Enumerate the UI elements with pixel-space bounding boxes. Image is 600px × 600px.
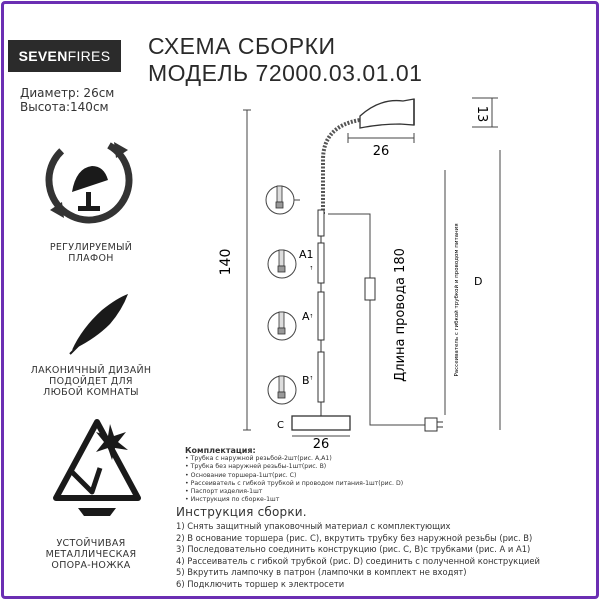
wire-length-label: Длина провода 180 — [393, 248, 408, 382]
feature-base-line3: ОПОРА-НОЖКА — [51, 560, 131, 571]
kit-item: • Трубка с наружной резьбой-2шт(рис. A,A1) — [185, 455, 403, 463]
detail-circle-a1 — [268, 250, 296, 278]
pole-a-mark: → — [309, 313, 315, 318]
kit-title: Комплектация: — [185, 446, 256, 455]
power-cord — [328, 214, 425, 425]
feature-adjustable-line1: РЕГУЛИРУЕМЫЙ — [49, 242, 133, 253]
detail-circle-top — [266, 186, 294, 214]
feature-design-line3: ЛЮБОЙ КОМНАТЫ — [43, 387, 139, 398]
kit-item: • Трубка без наружней резьбы-1шт(рис. B) — [185, 463, 403, 471]
spec-height: Высота:140см — [20, 100, 109, 114]
lamp-base — [292, 416, 350, 430]
kit-item: • Основание торшера-1шт(рис. C) — [185, 472, 403, 480]
feature-base-label — [16, 538, 166, 571]
detail-circle-a — [268, 312, 296, 340]
cord-switch — [365, 278, 375, 300]
instructions-title: Инструкция сборки. — [176, 505, 307, 519]
wire-note: Рассеиватель с гибкой трубкой и проводом питания — [454, 223, 460, 377]
model-title: МОДЕЛЬ 72000.03.01.01 — [148, 60, 423, 86]
instruction-step: 4) Рассеиватель с гибкой трубкой (рис. D) соединить с полученной конструкцией — [176, 555, 540, 566]
label-d: D — [474, 275, 483, 288]
kit-item: • Рассеиватель с гибкой трубкой и проводом питания-1шт(рис. D) — [185, 480, 403, 488]
label-b: B — [302, 374, 310, 387]
pole-b-mark: → — [309, 375, 315, 380]
shade-width-label: 26 — [372, 144, 390, 159]
detail-circle-b — [268, 376, 296, 404]
brand-logo-part1: SEVEN — [18, 48, 68, 64]
label-c: C — [277, 420, 284, 431]
instruction-step: 3) Последовательно соединить конструкцию (рис. C, B)с трубками (рис. A и A1) — [176, 544, 531, 554]
pole-segment-a1 — [318, 243, 324, 283]
instruction-step: 2) В основание торшера (рис. C), вкрутить трубку без наружной резьбы (рис. B) — [176, 532, 533, 543]
kit-list — [185, 455, 403, 505]
pole-segment-a — [318, 292, 324, 340]
feature-base-line1: УСТОЙЧИВАЯ — [56, 538, 126, 549]
instructions-list — [176, 521, 540, 590]
pole-a1-mark: → — [309, 265, 315, 270]
kit-item: • Инструкция по сборке-1шт — [185, 496, 403, 504]
instruction-step: 5) Вкрутить лампочку в патрон (лампочки в комплект не входят) — [176, 567, 467, 577]
label-a: A — [302, 310, 310, 323]
kit-item: • Паспорт изделия-1шт — [185, 488, 403, 496]
label-a1: A1 — [299, 248, 314, 261]
spec-diameter: Диаметр: 26см — [20, 86, 115, 100]
feature-base-line2: МЕТАЛЛИЧЕСКАЯ — [45, 549, 137, 560]
pole-segment-top — [318, 210, 324, 236]
power-plug — [425, 418, 437, 431]
base-width-label: 26 — [312, 437, 330, 450]
brand-logo-part2: FIRES — [67, 48, 111, 64]
instruction-step: 6) Подключить торшер к электросети — [176, 578, 345, 589]
height-dimension-label: 140 — [218, 248, 234, 276]
feature-design-line2: ПОДОЙДЕТ ДЛЯ — [49, 376, 133, 387]
shade-height-label: 13 — [474, 105, 489, 123]
pole-segment-b — [318, 352, 324, 402]
flexible-neck — [323, 120, 360, 214]
feature-design-line1: ЛАКОНИЧНЫЙ ДИЗАЙН — [30, 365, 152, 376]
scheme-title: СХЕМА СБОРКИ — [148, 33, 336, 59]
instruction-step: 1) Снять защитный упаковочный материал с комплектующих — [176, 521, 451, 531]
lamp-shade — [360, 99, 414, 128]
feature-adjustable-line2: ПЛАФОН — [68, 253, 114, 264]
